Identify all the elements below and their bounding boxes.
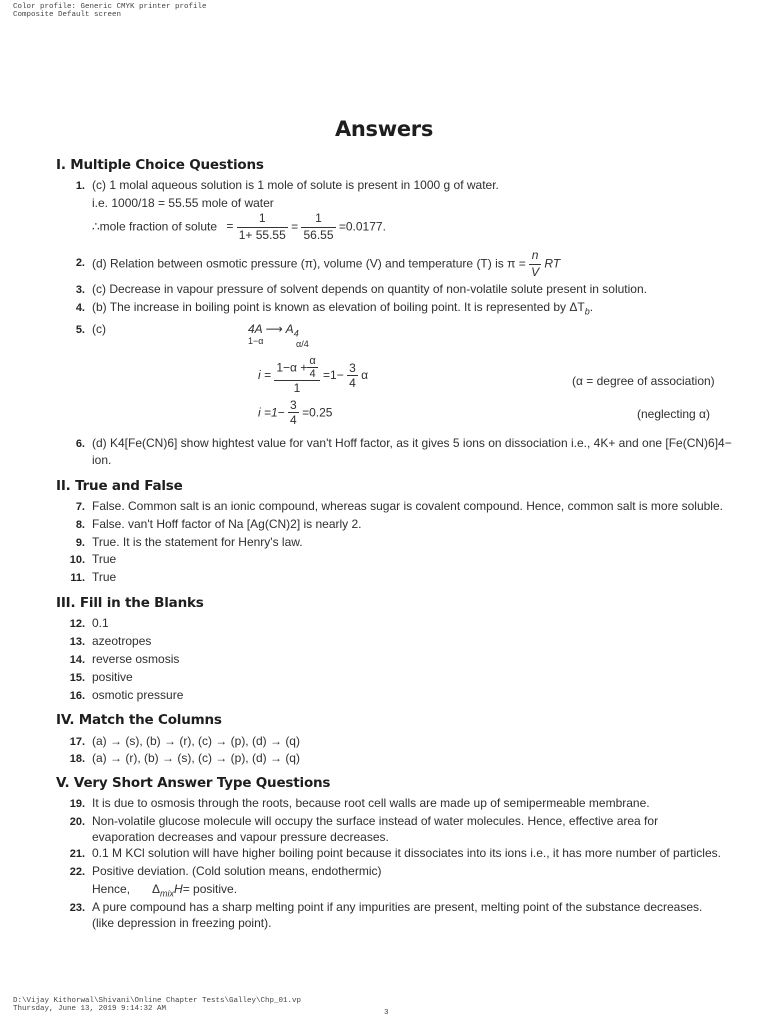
question-number: 17. [69,736,85,748]
equals-sign: = [226,219,234,234]
hence-label: Hence, [92,882,131,896]
answer-text: False. Common salt is an ionic compound, whereas sugar is covalent compound. Hence, common salt is more soluble. [92,499,723,513]
fraction: $\frac{1}{1+ 55.55}$ [238,211,286,242]
question-number: 18. [69,753,85,765]
fraction: 1−α + $\frac{\alpha}{4}$ 1 [274,355,319,395]
answer-text: i.e. 1000/18 = 55.55 mole of water [92,196,274,210]
question-number: 15. [69,672,85,684]
composite-text: Composite Default screen [13,11,122,19]
answer-text: azeotropes [92,634,152,648]
fraction: $\frac{n}{V}$ [531,248,540,279]
question-number: 4. [75,302,85,314]
answer-text: (b) The increase in boiling point is known as elevation of boiling point. It is represented by $\Delta T_b$. [92,300,594,317]
answer-text: 0.1 [92,616,109,630]
question-number: 9. [75,537,85,549]
question-number: 5. [75,324,85,336]
question-number: 6. [75,438,85,450]
answer-text: (c) Decrease in vapour pressure of solvent depends on quantity of non-volatile solute present in solution. [92,282,647,296]
question-number: 1. [75,180,85,192]
vant-hoff-equation: i = 1−α + $\frac{\alpha}{4}$ 1 =1− $\frac{3}{4}$ α [258,355,369,395]
answer-text: ion. [92,453,112,467]
file-path-text: D:\Vijay Kithorwal\Shivani\Online Chapter Tests\Galley\Chp_01.vp [13,997,302,1005]
question-number: 7. [75,501,85,513]
answer-text: (d) K4[Fe(CN)6] show hightest value for van't Hoff factor, as it gives 5 ions on dissociation i.e., 4K+ and one [Fe(CN)6]4− [92,436,732,450]
answer-text: reverse osmosis [92,652,180,666]
answer-text: Positive deviation. (Cold solution means, endothermic) [92,864,382,878]
timestamp-text: Thursday, June 13, 2019 9:14:32 AM [13,1005,167,1013]
question-number: 16. [69,690,85,702]
section-heading-mcq: I. Multiple Choice Questions [56,157,264,173]
question-number: 23. [69,902,85,914]
answer-label: (c) [92,322,106,336]
question-number: 22. [69,866,85,878]
question-number: 10. [69,554,85,566]
answer-text: 0.1 M KCl solution will have higher boiling point because it dissociates into its ions i.e., it has more number of particles. [92,846,721,860]
answer-text: Non-volatile glucose molecule will occupy the surface instead of water molecules. Hence, effective area for evaporation decreases and vapour pressure decreases. [92,814,659,844]
reaction-under-label: α/4 [296,339,309,349]
question-number: 2. [75,257,85,269]
answer-text: (c) 1 molal aqueous solution is 1 mole of solute is present in 1000 g of water. [92,178,499,192]
enthalpy-expression: $\Delta_{mix}H=$ positive. [152,882,238,899]
equation-note: (neglecting α) [637,407,710,421]
equation-prefix: ∴mole fraction of solute [92,219,218,234]
equation-note: (α = degree of association) [572,374,715,388]
answer-text: (a) → (s), (b) → (r), (c) → (p), (d) → (q) [92,734,300,748]
page-title: Answers [334,117,434,141]
fraction: $\frac{1}{56.55}$ [303,211,334,242]
question-number: 14. [69,654,85,666]
reaction-equation: 4A ⟶ $A_4$ [248,322,299,339]
answer-text: True [92,570,117,584]
color-profile-text: Color profile: Generic CMYK printer profile [13,3,207,11]
question-number: 3. [75,284,85,296]
answer-text: True [92,552,117,566]
question-number: 20. [69,816,85,828]
reaction-under-label: 1−α [248,336,264,346]
page-number: 3 [384,1009,389,1017]
section-heading-true-false: II. True and False [56,478,183,494]
vant-hoff-result: i =1− $\frac{3}{4}$ =0.25 [258,398,333,427]
equation-result: =0.0177. [338,219,386,234]
answer-text: positive [92,670,133,684]
answer-text: A pure compound has a sharp melting point if any impurities are present, melting point of the substance decreases. (like depression in freezing point). [92,900,703,930]
fraction: $\frac{3}{4}$ [349,360,356,390]
question-number: 8. [75,519,85,531]
answer-text: (a) → (r), (b) → (s), (c) → (p), (d) → (q) [92,751,300,765]
answer-text: True. It is the statement for Henry's law. [92,535,303,549]
question-number: 19. [69,798,85,810]
answer-text: (d) Relation between osmotic pressure (π), volume (V) and temperature (T) is π = $\frac{n}{V}$ RT [92,248,561,279]
section-heading-match-columns: IV. Match the Columns [56,712,222,728]
fraction: $\frac{3}{4}$ [290,398,297,427]
section-heading-fill-blanks: III. Fill in the Blanks [56,595,204,611]
question-number: 21. [69,848,85,860]
equals-sign: = [291,219,299,234]
section-heading-short-answer: V. Very Short Answer Type Questions [56,775,331,791]
question-number: 11. [70,572,85,584]
answer-text: False. van't Hoff factor of Na [Ag(CN)2] is nearly 2. [92,517,362,531]
question-number: 13. [69,636,85,648]
mole-fraction-equation [92,211,386,243]
question-number: 12. [69,618,85,630]
answer-text: It is due to osmosis through the roots, because root cell walls are made up of semipermeable membrane. [92,796,650,810]
answer-text: osmotic pressure [92,688,184,702]
